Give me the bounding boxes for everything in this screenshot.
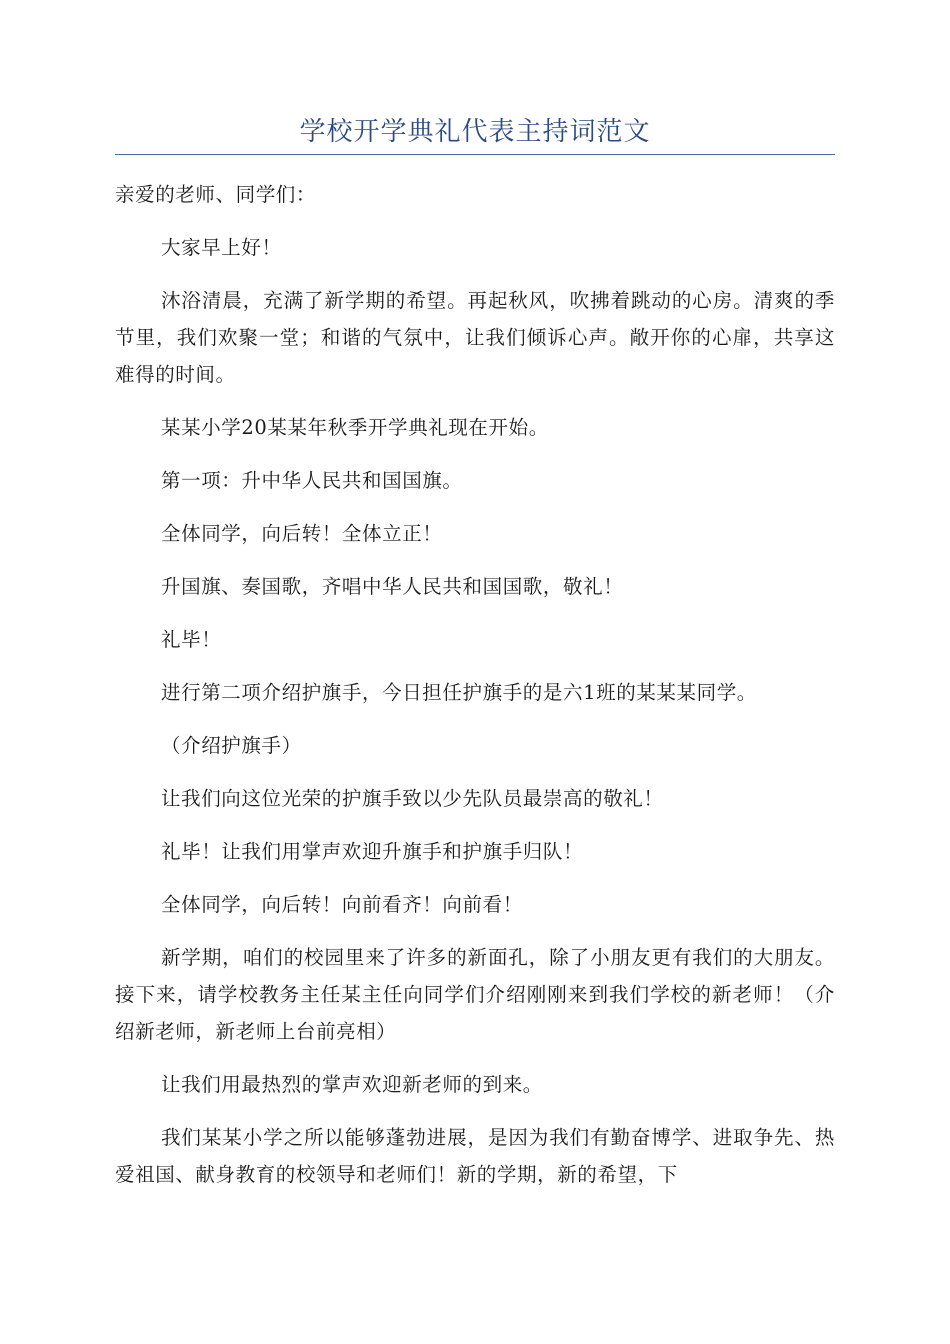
paragraph-face-forward: 全体同学，向后转！向前看齐！向前看！ xyxy=(161,893,523,916)
paragraph-new-teachers: 新学期，咱们的校园里来了许多的新面孔，除了小朋友更有我们的大朋友。接下来，请学校教务主任某主任向同学们介绍刚刚来到我们学校的新老师！（介绍新老师，新老师上台前亮相） xyxy=(115,946,835,1043)
paragraph-welcome-teachers: 让我们用最热烈的掌声欢迎新老师的到来。 xyxy=(161,1073,543,1096)
paragraph-ceremony-start: 某某小学20某某年秋季开学典礼现在开始。 xyxy=(161,416,549,439)
paragraph-item-two: 进行第二项介绍护旗手，今日担任护旗手的是六1班的某某某同学。 xyxy=(161,681,757,704)
paragraph-item-one: 第一项：升中华人民共和国国旗。 xyxy=(161,469,463,492)
paragraph-salute-end: 礼毕！ xyxy=(161,628,222,651)
paragraph-salutation: 亲爱的老师、同学们： xyxy=(115,183,317,206)
paragraph-anthem: 升国旗、奏国歌，齐唱中华人民共和国国歌，敬礼！ xyxy=(161,575,624,598)
paragraph-greeting: 大家早上好！ xyxy=(161,236,282,259)
paragraph-guard-return: 礼毕！让我们用掌声欢迎升旗手和护旗手归队！ xyxy=(161,840,584,863)
document-body xyxy=(115,176,835,1209)
title-underline xyxy=(115,154,835,155)
document-title: 学校开学典礼代表主持词范文 xyxy=(299,117,651,147)
paragraph-introduce-guard: （介绍护旗手） xyxy=(161,734,302,757)
paragraph-school-development: 我们某某小学之所以能够蓬勃进展，是因为我们有勤奋博学、进取争先、热爱祖国、献身教育的校领导和老师们！新的学期，新的希望，下 xyxy=(115,1126,835,1186)
paragraph-salute-guard: 让我们向这位光荣的护旗手致以少先队员最崇高的敬礼！ xyxy=(161,787,664,810)
paragraph-opening: 沐浴清晨，充满了新学期的希望。再起秋风，吹拂着跳动的心房。清爽的季节里，我们欢聚一堂；和谐的气氛中，让我们倾诉心声。敞开你的心扉，共享这难得的时间。 xyxy=(115,289,835,386)
paragraph-turn-around: 全体同学，向后转！全体立正！ xyxy=(161,522,443,545)
